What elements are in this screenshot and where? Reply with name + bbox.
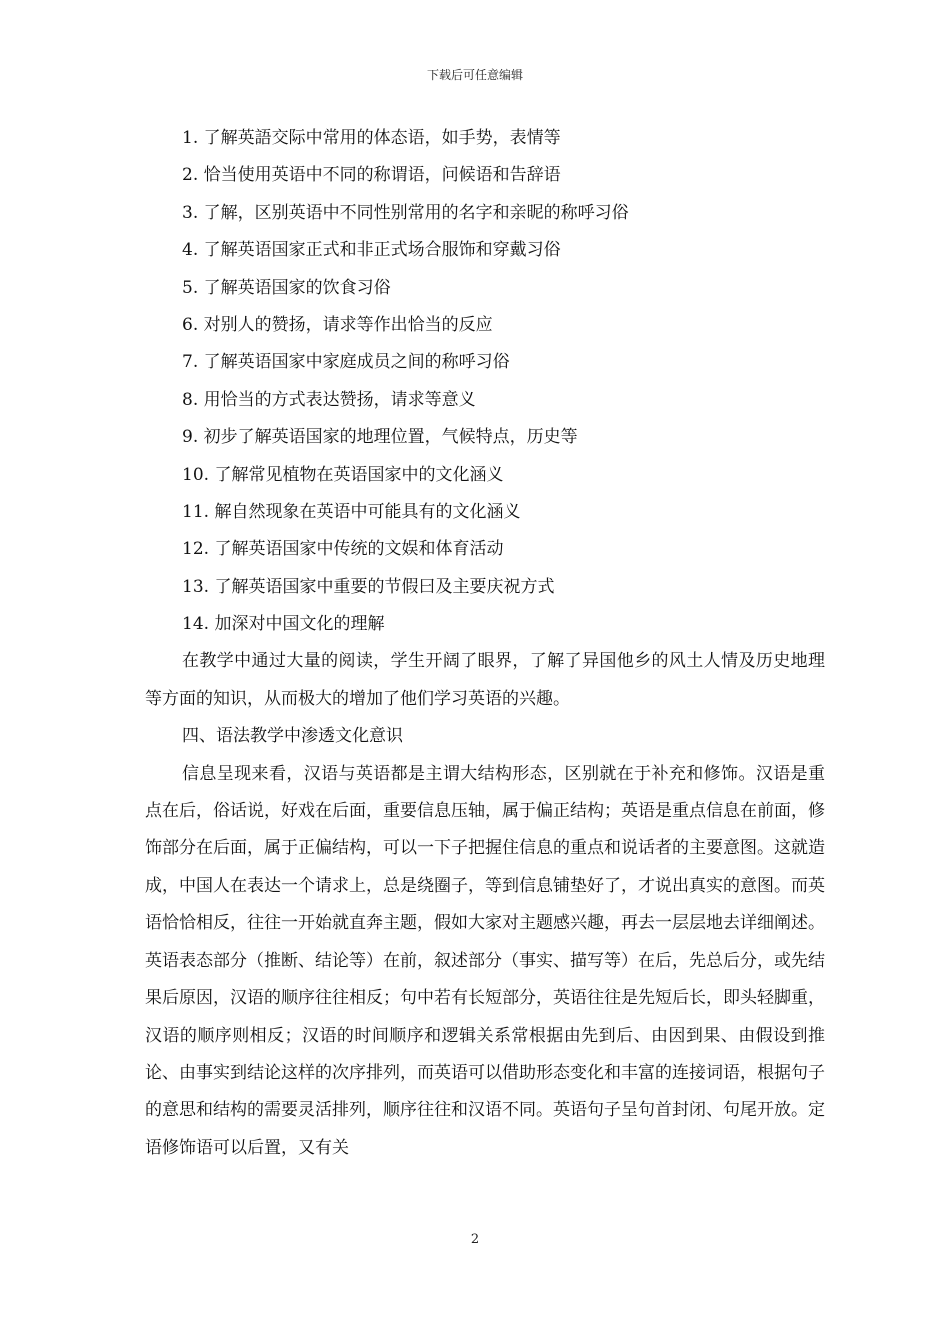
list-item: 1. 了解英語交际中常用的体态语，如手势，表情等 <box>182 128 561 148</box>
list-item: 11. 解自然现象在英语中可能具有的文化涵义 <box>182 501 521 522</box>
document-body <box>145 120 825 1167</box>
paragraph-reading-benefits: 在教学中通过大量的阅读，学生开阔了眼界，了解了异国他乡的风土人情及历史地理等方面的知识，从而极大的增加了他们学习英语的兴趣。 <box>145 651 825 709</box>
page-number: 2 <box>470 1232 480 1247</box>
list-item: 4. 了解英语国家正式和非正式场合服饰和穿戴习俗 <box>182 240 561 261</box>
list-item: 12. 了解英语国家中传统的文娱和体育活动 <box>182 539 504 560</box>
section-heading: 四、语法教学中渗透文化意识 <box>182 726 403 747</box>
paragraph-grammar-culture: 信息呈现来看，汉语与英语都是主谓大结构形态，区别就在于补充和修饰。汉语是重点在后，俗话说，好戏在后面，重要信息压轴，属于偏正结构；英语是重点信息在前面，修饰部分在后面，属于正偏结构，可以一下子把握住信息的重点和说话者的主要意图。这就造成，中国人在表达一个请求上，总是绕圈子，等到信息铺垫好了，才说出真实的意图。而英语恰恰相反，往往一开始就直奔主题，假如大家对主题感兴趣，再去一层层地去详细阐述。英语表态部分（推断、结论等）在前，叙述部分（事实、描写等）在后，先总后分，或先结果后原因，汉语的顺序往往相反；句中若有长短部分，英语往往是先短后长，即头轻脚重，汉语的顺序则相反；汉语的时间顺序和逻辑关系常根据由先到后、由因到果、由假设到推论、由事实到结论这样的次序排列，而英语可以借助形态变化和丰富的连接词语，根据句子的意思和结构的需要灵活排列，顺序往往和汉语不同。英语句子呈句首封闭、句尾开放。定语修饰语可以后置，又有关 <box>145 763 825 1158</box>
page-header: 下载后可任意编辑 <box>426 68 523 82</box>
list-item: 6. 对别人的赞扬，请求等作出恰当的反应 <box>182 314 493 335</box>
list-item: 2. 恰当使用英语中不同的称谓语，问候语和告辞语 <box>182 165 561 186</box>
list-item: 10. 了解常见植物在英语国家中的文化涵义 <box>182 464 504 485</box>
list-item: 8. 用恰当的方式表达赞扬，请求等意义 <box>182 389 476 410</box>
list-item: 3. 了解，区别英语中不同性别常用的名字和亲昵的称呼习俗 <box>182 202 629 223</box>
list-item: 7. 了解英语国家中家庭成员之间的称呼习俗 <box>182 352 510 373</box>
list-item: 5. 了解英语国家的饮食习俗 <box>182 277 391 298</box>
list-item: 9. 初步了解英语国家的地理位置，气候特点，历史等 <box>182 427 578 448</box>
list-item: 14. 加深对中国文化的理解 <box>182 614 385 635</box>
list-item: 13. 了解英语国家中重要的节假曰及主要庆祝方式 <box>182 576 555 597</box>
